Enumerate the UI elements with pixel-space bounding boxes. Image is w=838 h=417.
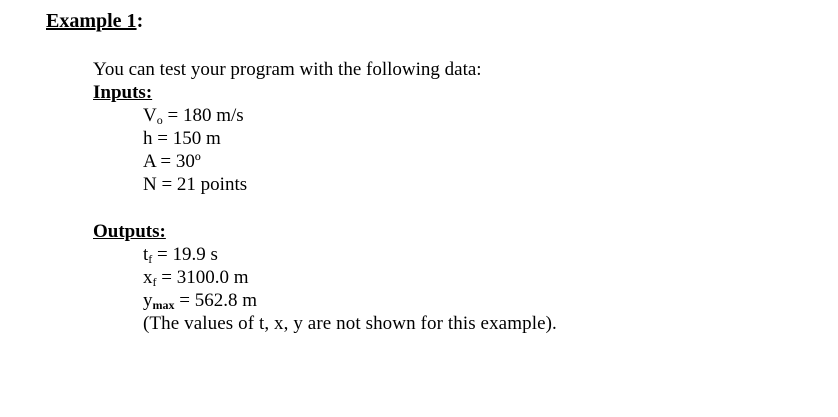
time-value: = 19.9 s xyxy=(152,244,218,265)
input-points: N = 21 points xyxy=(143,174,248,195)
input-height: h = 150 m xyxy=(143,128,221,149)
output-flight-time xyxy=(143,243,557,266)
range-symbol: x xyxy=(143,267,153,288)
time-symbol: t xyxy=(143,244,149,265)
example-heading-colon: : xyxy=(136,10,144,32)
example-heading xyxy=(46,9,143,33)
output-max-height xyxy=(143,289,557,312)
max-height-subscript: max xyxy=(152,298,175,312)
outputs-list xyxy=(143,243,557,335)
max-height-value: = 562.8 m xyxy=(174,290,257,311)
input-angle: A = 30º xyxy=(143,151,201,172)
inputs-list xyxy=(143,104,247,196)
output-note: (The values of t, x, y are not shown for this example). xyxy=(143,313,557,334)
input-initial-velocity xyxy=(143,104,247,127)
example-heading-text: Example 1 xyxy=(46,10,137,32)
intro-text: You can test your program with the following data: xyxy=(93,59,482,80)
range-subscript: f xyxy=(152,275,157,289)
output-range xyxy=(143,266,557,289)
max-height-symbol: y xyxy=(143,290,153,311)
velocity-symbol: V xyxy=(143,105,157,126)
time-subscript: f xyxy=(148,252,153,266)
inputs-title: Inputs: xyxy=(93,82,153,103)
velocity-value: = 180 m/s xyxy=(162,105,244,126)
velocity-subscript: o xyxy=(156,113,163,127)
range-value: = 3100.0 m xyxy=(156,267,249,288)
outputs-title: Outputs: xyxy=(93,221,166,242)
